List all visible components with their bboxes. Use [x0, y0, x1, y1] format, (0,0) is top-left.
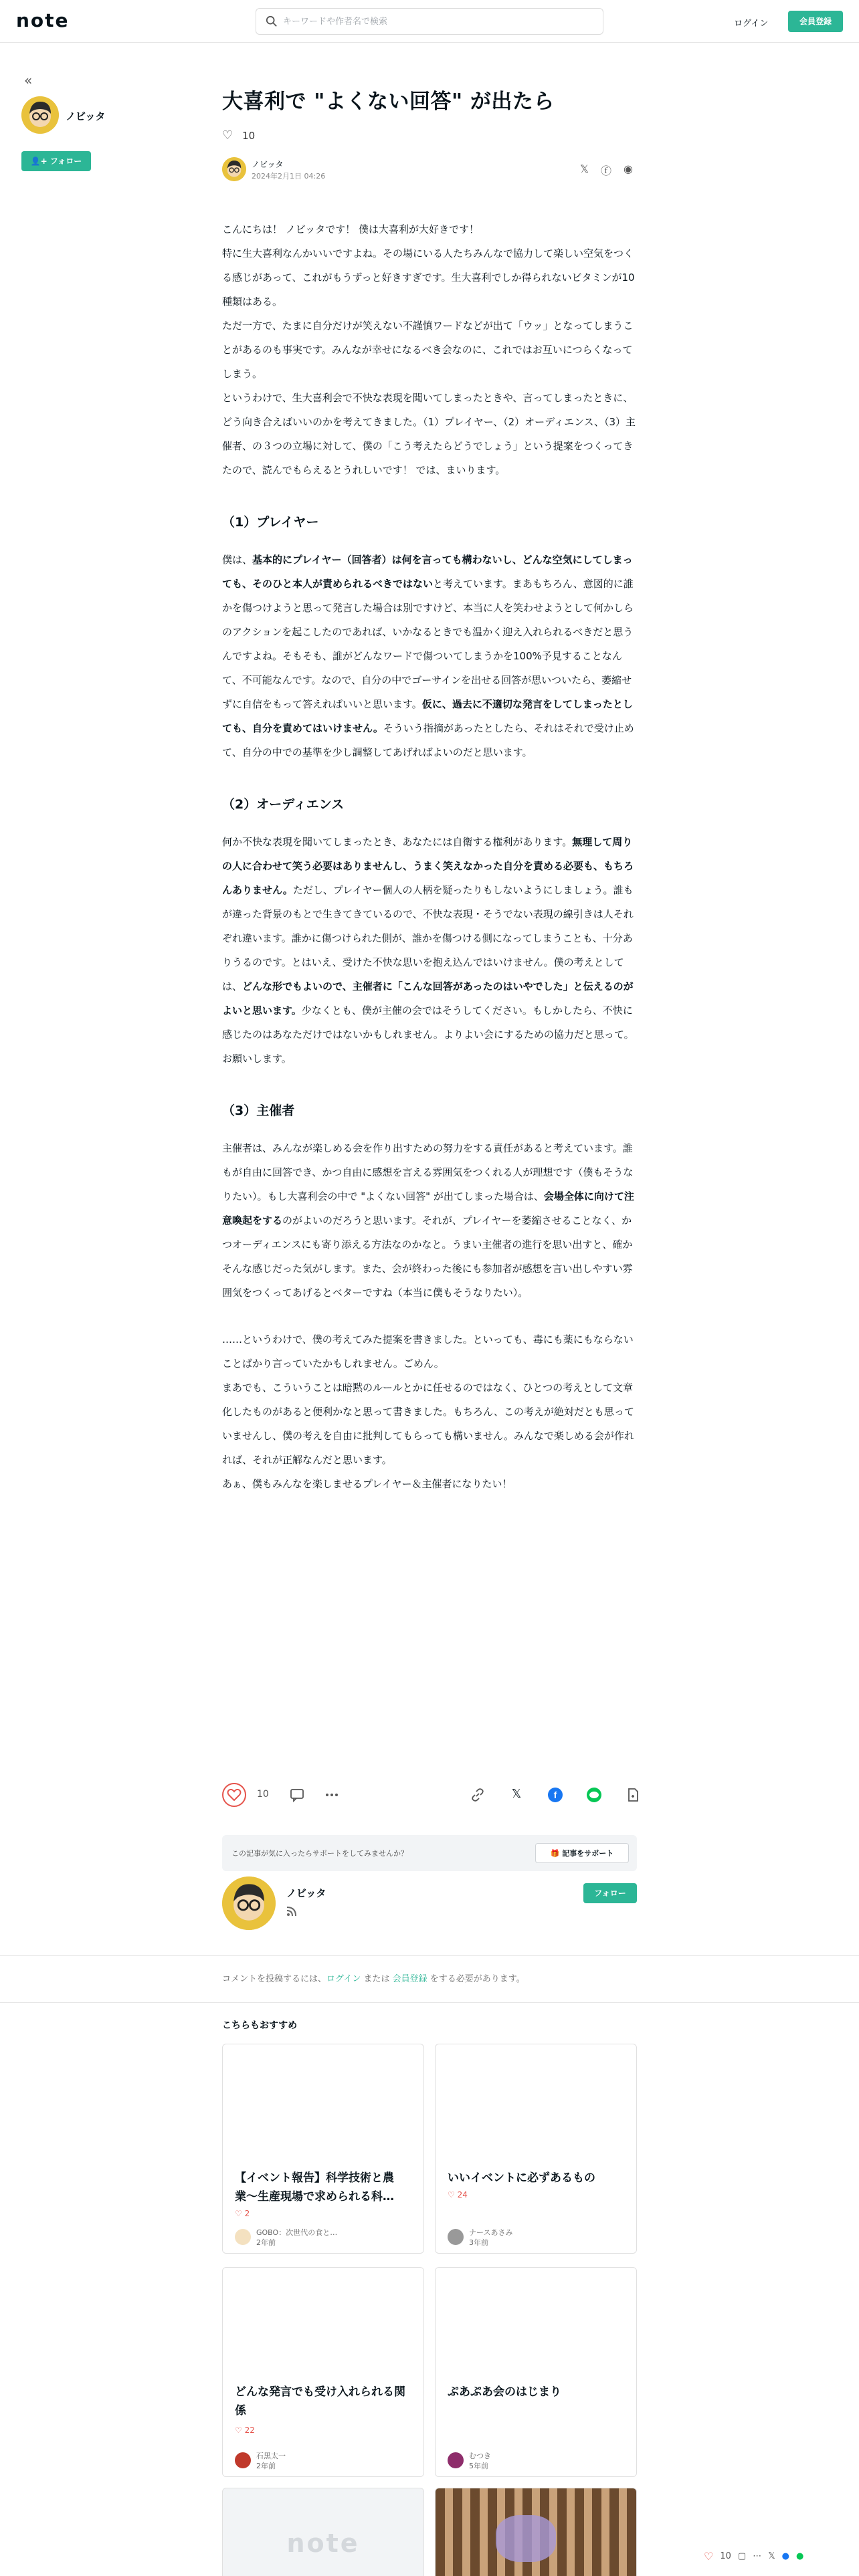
comment-notice: コメントを投稿するには、ログイン または 会員登録 をする必要があります。	[222, 1974, 525, 1984]
card-author: むつき 5年前	[469, 2452, 491, 2470]
paragraph: ただ一方で、たまに自分だけが笑えない不謹慎ワードなどが出て「ウッ」となってしまうことがあるのも事実です。みんなが幸せになるべき会なのに、これではお互いにつらくなってしまう。	[222, 319, 634, 380]
author-row	[222, 156, 637, 183]
top-navigation	[0, 0, 859, 43]
card-author: 石黒太一 2年前	[256, 2452, 286, 2470]
paragraph: 僕は、基本的にプレイヤー（回答者）は何を言っても構わないし、どんな空気にしてしまっても、そのひと本人が責められるべきではないと考えています。まあもちろん、意図的に誰かを傷つけようと思って発言した場合は別ですけど、本当に人を笑わせようとして何かしらのアクションを起こしたのであれば、いかなるときでも温かく迎え入れられるべきだと思うんですよね。そもそも、誰がどんなワードで傷ついてしまうかを100%予見することなんて、不可能なんです。なので、自分の中でゴーサインを出せる回答が思いついたら、萎縮せずに自信をもって答えればいいと思います。仮に、過去に不適切な発言をしてしまったとしても、自分を責めてはいけません。そういう指摘があったとしたら、それはそれで受け止めて、自分の中での基準を少し調整してあげればよいのだと思います。	[222, 553, 634, 758]
floating-like-count: 10	[720, 2551, 731, 2561]
card-author-avatar	[448, 2229, 464, 2245]
line-share-icon[interactable]: ◉	[624, 162, 633, 175]
like-count: 10	[257, 1789, 269, 1800]
recommend-card[interactable]	[435, 2267, 637, 2477]
card-likes: ♡ 2	[235, 2209, 250, 2218]
rss-icon[interactable]	[286, 1906, 297, 1917]
flower-photo-icon	[496, 2515, 556, 2562]
login-link[interactable]: ログイン	[734, 19, 769, 29]
follow-label: フォロー	[50, 156, 82, 166]
avatar-illustration-icon	[222, 1876, 276, 1930]
section-heading: （2）オーディエンス	[222, 796, 345, 812]
heart-icon	[223, 1784, 245, 1806]
paragraph: 特に生大喜利なんかいいですよね。その場にいる人たちみんなで協力して楽しい空気をつくる感じがあって、これがもうずっと好きすぎです。生大喜利でしか得られないビタミンが10種類はある。	[222, 247, 635, 308]
recommend-card[interactable]	[435, 2044, 637, 2254]
avatar-illustration-icon	[222, 157, 246, 181]
author-name[interactable]: ノビッタ	[252, 159, 284, 169]
collapse-sidebar-icon[interactable]: «	[24, 72, 33, 88]
divider	[0, 2002, 859, 2003]
card-author-avatar	[235, 2229, 251, 2245]
article	[222, 87, 637, 1496]
line-share-icon[interactable]: ●	[796, 2551, 804, 2561]
svg-text:f: f	[553, 1790, 557, 1800]
divider	[0, 1955, 859, 1956]
facebook-share-icon[interactable]: ●	[781, 2551, 790, 2561]
recommend-title: こちらもおすすめ	[222, 2020, 298, 2031]
more-icon[interactable]	[324, 1787, 340, 1803]
section-heading: （3）主催者	[222, 1103, 295, 1118]
floating-share-bar	[704, 2547, 859, 2565]
comment-signup-link[interactable]: 会員登録	[392, 1974, 427, 1984]
section-heading: （1）プレイヤー	[222, 514, 319, 530]
note-logo[interactable]: note	[16, 9, 70, 31]
like-count: 10	[242, 129, 256, 142]
gift-icon: 🎁	[550, 1849, 560, 1858]
card-title: 【イベント報告】科学技術と農業〜生産現場で求められる科…	[235, 2171, 394, 2204]
paragraph: 主催者は、みんなが楽しめる会を作り出すための努力をする責任があると考えています。誰もが自由に回答でき、かつ自由に感想を言える雰囲気をつくれる人が理想です（僕もそうなりたい）。もし大喜利会の中で "よくない回答" が出てしまった場合は、会場全体に向けて注意喚起をするのがよいのだろうと思います。それが、プレイヤーを萎縮させることなく、かつオーディエンスにも寄り添える方法なのかなと。うまい主催者の進行を思い出すと、確かそんな感じだった気がします。また、会が終わった後にも参加者が感想を言い出しやすい雰囲気をつくってあげるとベターですね（本当に僕もそうなりたい）。	[222, 1142, 634, 1299]
author-profile	[222, 1876, 637, 1933]
embed-icon[interactable]	[625, 1787, 641, 1803]
recommend-card-placeholder[interactable]	[222, 2488, 424, 2576]
sidebar-follow-button[interactable]	[21, 151, 91, 171]
sidebar-author-name[interactable]: ノビッタ	[66, 110, 106, 122]
paragraph: というわけで、生大喜利会で不快な表現を聞いてしまったときや、言ってしまったときに、どう向き合えばいいのかを考えてきました。（1）プレイヤー、（2）オーディエンス、（3）主催者、の３つの立場に対して、僕の「こう考えたらどうでしょう」という提案をつくってきたので、読んでもらえるとうれしいです！ では、まいります。	[222, 391, 636, 476]
comment-icon[interactable]: ▢	[737, 2551, 747, 2561]
paragraph: あぁ、僕もみんなを楽しませるプレイヤー＆主催者になりたい！	[222, 1477, 512, 1490]
paragraph: まあでも、こういうことは暗黙のルールとかに任せるのではなく、ひとつの考えとして文章化したものがあると便利かなと思って書きました。もちろん、この考えが絶対だとも思っていませんし、僕の考えを自由に批判してもらっても構いません。みんなで楽しめる会が作れれば、それが正解なんだと思います。	[222, 1381, 634, 1466]
comment-login-link[interactable]: ログイン	[326, 1974, 361, 1984]
card-likes: ♡ 24	[448, 2190, 468, 2199]
heart-icon[interactable]: ♡	[222, 128, 233, 143]
article-action-bar	[222, 1779, 637, 1811]
card-author-avatar	[448, 2452, 464, 2468]
support-text: この記事が気に入ったらサポートをしてみませんか？	[231, 1849, 408, 1858]
paragraph: 何か不快な表現を聞いてしまったとき、あなたには自衛する権利があります。無理して周りの人に合わせて笑う必要はありませんし、うまく笑えなかった自分を責める必要も、もちろんありません。ただし、プレイヤー個人の人柄を疑ったりもしないようにしましょう。誰もが違った背景のもとで生きてきているので、不快な表現・そうでない表現の線引きは人それぞれ違います。誰かに傷つけられた側が、誰かを傷つける側になってしまうことも、十分ありうるのです。とはいえ、受けた不快な思いを抱え込んではいけません。僕の考えとしては、どんな形でもよいので、主催者に「こんな回答があったのはいやでした」と伝えるのがよいと思います。少なくとも、僕が主催の会ではそうしてください。もしかしたら、不快に感じたのはあなただけではないかもしれません。よりよい会にするための協力だと思って。お願いします。	[222, 835, 634, 1065]
article-title: 大喜利で "よくない回答" が出たら	[222, 90, 555, 114]
recommend-card[interactable]	[222, 2267, 424, 2477]
note-placeholder-logo: note	[286, 2529, 360, 2558]
paragraph: こんにちは！ ノビッタです！ 僕は大喜利が大好きです！	[222, 223, 479, 235]
add-user-icon: 👤+	[30, 156, 47, 166]
line-share-icon[interactable]	[586, 1787, 602, 1803]
support-box	[222, 1835, 637, 1871]
recommend-card-photo[interactable]	[435, 2488, 637, 2576]
profile-avatar[interactable]	[222, 1876, 276, 1930]
support-button[interactable]	[535, 1843, 629, 1863]
card-author: ナースあさみ 3年前	[469, 2228, 513, 2247]
x-share-icon[interactable]: 𝕏	[580, 162, 589, 175]
card-title: ぷあぷあ会のはじまり	[448, 2385, 561, 2399]
card-title: どんな発言でも受け入れられる関係	[235, 2385, 405, 2418]
like-row	[222, 128, 637, 144]
author-avatar-small[interactable]	[222, 157, 246, 181]
card-author-avatar	[235, 2452, 251, 2468]
article-body	[222, 217, 637, 1496]
avatar-illustration-icon	[21, 96, 59, 134]
card-title: いいイベントに必ずあるもの	[448, 2171, 595, 2185]
author-avatar[interactable]	[21, 96, 59, 134]
x-share-icon[interactable]: 𝕏	[768, 2551, 775, 2561]
support-button-label: 記事をサポート	[562, 1849, 614, 1858]
like-button[interactable]	[222, 1783, 246, 1807]
share-icons-top	[580, 163, 633, 178]
profile-name[interactable]: ノビッタ	[286, 1887, 326, 1899]
publish-date: 2024年2月1日 04:26	[252, 171, 326, 181]
link-icon[interactable]	[470, 1787, 486, 1803]
signup-button[interactable]: 会員登録	[788, 11, 843, 32]
search-icon	[266, 15, 278, 27]
facebook-share-icon[interactable]: ⓕ	[601, 164, 612, 177]
search-box[interactable]	[256, 8, 603, 35]
more-icon[interactable]: ⋯	[753, 2551, 762, 2561]
profile-follow-button[interactable]: フォロー	[583, 1883, 637, 1903]
paragraph: ……というわけで、僕の考えてみた提案を書きました。といっても、毒にも薬にもならないことばかり言っていたかもしれません。ごめん。	[222, 1333, 634, 1370]
card-author: GOBO：次世代の食と… 2年前	[256, 2228, 338, 2247]
search-input[interactable]	[283, 9, 597, 34]
card-likes: ♡ 22	[235, 2426, 255, 2435]
heart-icon[interactable]: ♡	[704, 2549, 714, 2563]
comment-icon[interactable]	[289, 1787, 305, 1803]
x-share-icon[interactable]: 𝕏	[511, 1787, 522, 1801]
recommend-card[interactable]	[222, 2044, 424, 2254]
facebook-share-icon[interactable]	[547, 1787, 563, 1803]
